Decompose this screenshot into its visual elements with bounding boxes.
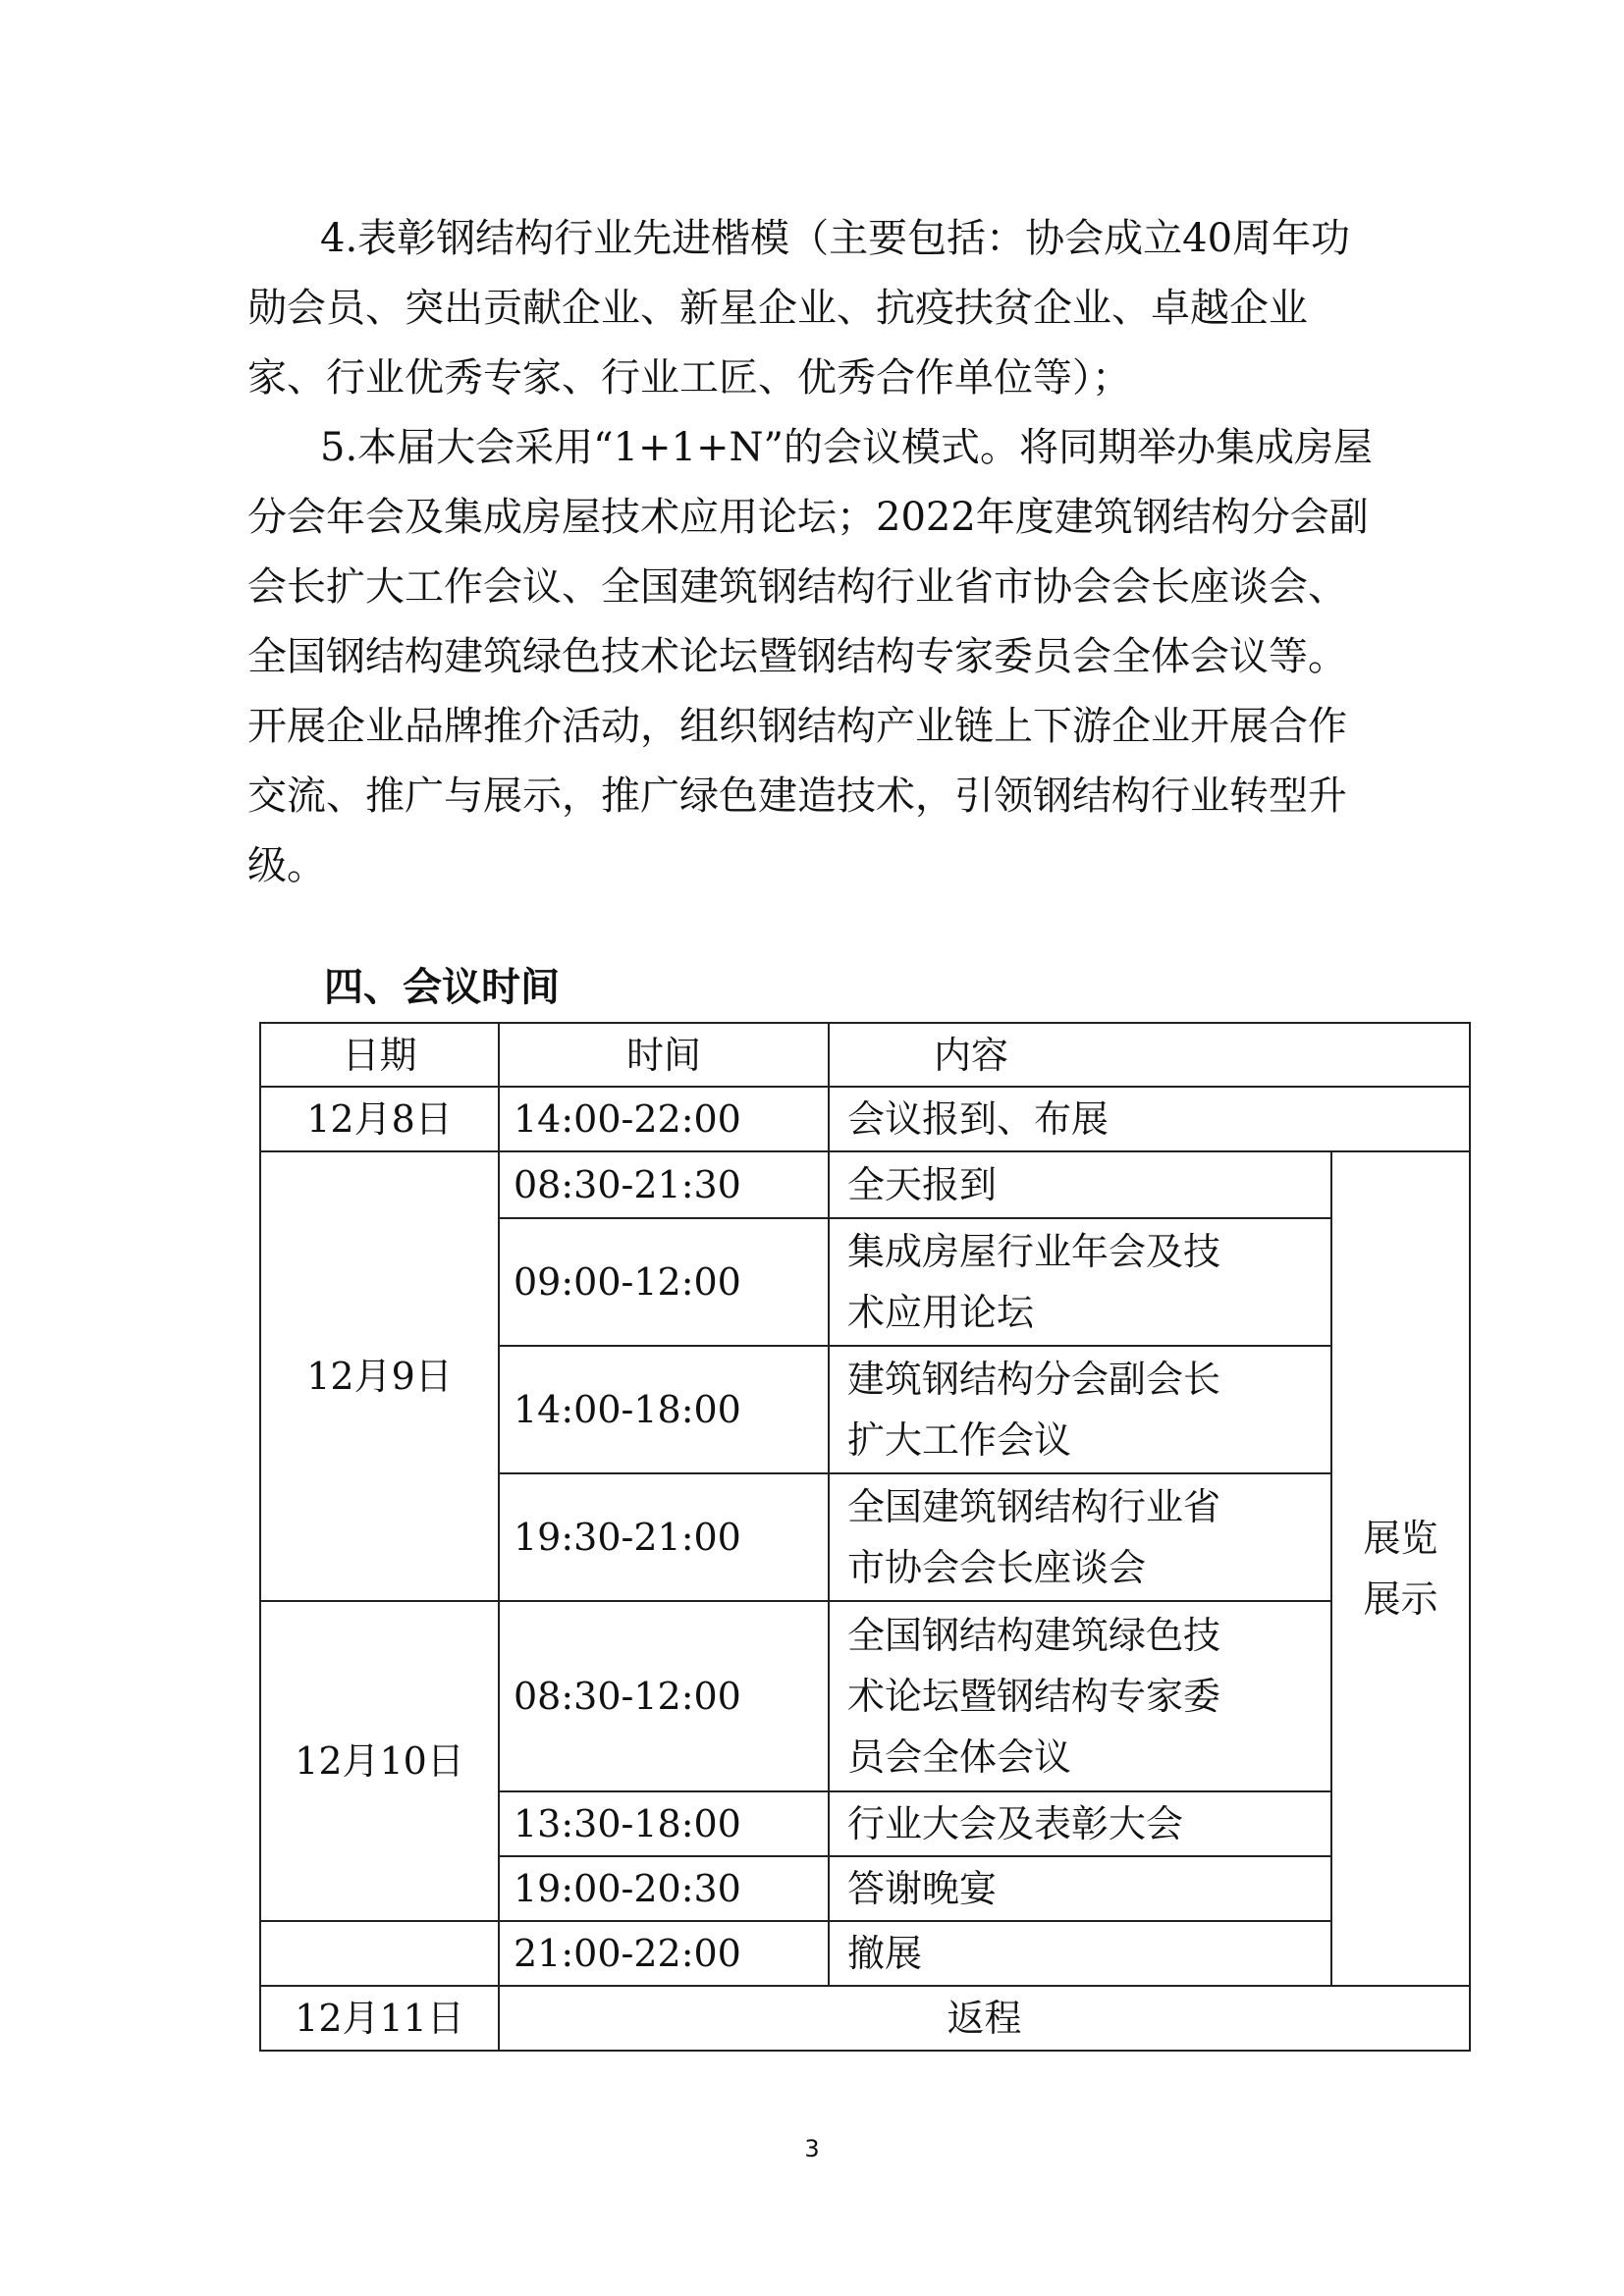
- time-cell: 14:00-22:00: [499, 1087, 829, 1151]
- paragraph-line: 全国钢结构建筑绿色技术论坛暨钢结构专家委员会全体会议等。: [247, 634, 1347, 679]
- content-cell: [829, 1346, 1331, 1473]
- time-cell: 09:00-12:00: [499, 1218, 829, 1346]
- content-line: 集成房屋行业年会及技: [847, 1230, 1221, 1273]
- paragraph-item-5: [247, 413, 1455, 901]
- content-line: 行业大会及表彰大会: [847, 1802, 1184, 1845]
- paragraph-item-4: [247, 204, 1455, 413]
- date-cell-empty: [260, 1921, 499, 1986]
- date-cell: 12月9日: [260, 1151, 499, 1601]
- paragraph-line: 4.表彰钢结构行业先进楷模（主要包括：协会成立40周年功: [320, 216, 1351, 261]
- time-cell: 19:30-21:00: [499, 1473, 829, 1601]
- table-row: [260, 1087, 1470, 1151]
- table-row: [260, 1601, 1470, 1791]
- content-line: 员会全体会议: [847, 1735, 1072, 1779]
- content-line: 答谢晚宴: [847, 1867, 998, 1910]
- table-row: [260, 1921, 1470, 1986]
- content-cell: 会议报到、布展: [829, 1087, 1470, 1151]
- section-heading-meeting-time: 四、会议时间: [324, 965, 560, 1010]
- paragraph-line: 勋会员、突出贡献企业、新星企业、抗疫扶贫企业、卓越企业: [247, 286, 1308, 331]
- content-cell-merged: 返程: [499, 1986, 1470, 2051]
- content-cell: 撤展: [829, 1921, 1331, 1986]
- content-line: 市协会会长座谈会: [847, 1546, 1147, 1589]
- table-header-row: [260, 1023, 1470, 1087]
- expo-line: 展览: [1363, 1517, 1438, 1560]
- header-time: 时间: [499, 1023, 829, 1087]
- time-cell: 21:00-22:00: [499, 1921, 829, 1986]
- time-cell: 08:30-12:00: [499, 1601, 829, 1791]
- paragraph-line: 5.本届大会采用“1+1+N”的会议模式。将同期举办集成房屋: [320, 425, 1373, 470]
- paragraph-line: 家、行业优秀专家、行业工匠、优秀合作单位等）；: [247, 355, 1131, 400]
- content-cell: [829, 1218, 1331, 1346]
- content-cell: [829, 1856, 1331, 1921]
- header-date: 日期: [260, 1023, 499, 1087]
- content-line: 全天报到: [847, 1163, 998, 1206]
- schedule-table: [259, 1022, 1471, 2052]
- page-number: 3: [804, 2135, 820, 2163]
- paragraph-line: 交流、推广与展示，推广绿色建造技术，引领钢结构行业转型升: [247, 774, 1347, 819]
- expo-cell: [1331, 1151, 1470, 1986]
- date-cell: 12月10日: [260, 1601, 499, 1921]
- content-cell: [829, 1601, 1331, 1791]
- paragraph-line: 级。: [247, 843, 326, 888]
- content-line: 术论坛暨钢结构专家委: [847, 1675, 1221, 1718]
- time-cell: 19:00-20:30: [499, 1856, 829, 1921]
- time-cell: 14:00-18:00: [499, 1346, 829, 1473]
- content-line: 建筑钢结构分会副会长: [847, 1358, 1221, 1401]
- date-cell: 12月11日: [260, 1986, 499, 2051]
- content-cell: [829, 1791, 1331, 1856]
- header-content: 内容: [829, 1023, 1470, 1087]
- paragraph-line: 会长扩大工作会议、全国建筑钢结构行业省市协会会长座谈会、: [247, 564, 1347, 610]
- expo-line: 展示: [1363, 1577, 1438, 1621]
- table-row: [260, 1986, 1470, 2051]
- date-cell: 12月8日: [260, 1087, 499, 1151]
- paragraph-line: 分会年会及集成房屋技术应用论坛；2022年度建筑钢结构分会副: [247, 495, 1369, 540]
- content-line: 全国钢结构建筑绿色技: [847, 1614, 1221, 1657]
- content-line: 扩大工作会议: [847, 1418, 1072, 1462]
- table-row: [260, 1151, 1470, 1218]
- content-cell: [829, 1473, 1331, 1601]
- paragraph-line: 开展企业品牌推介活动，组织钢结构产业链上下游企业开展合作: [247, 704, 1347, 749]
- content-line: 全国建筑钢结构行业省: [847, 1485, 1221, 1528]
- time-cell: 13:30-18:00: [499, 1791, 829, 1856]
- content-line: 术应用论坛: [847, 1291, 1035, 1334]
- content-cell: [829, 1151, 1331, 1218]
- time-cell: 08:30-21:30: [499, 1151, 829, 1218]
